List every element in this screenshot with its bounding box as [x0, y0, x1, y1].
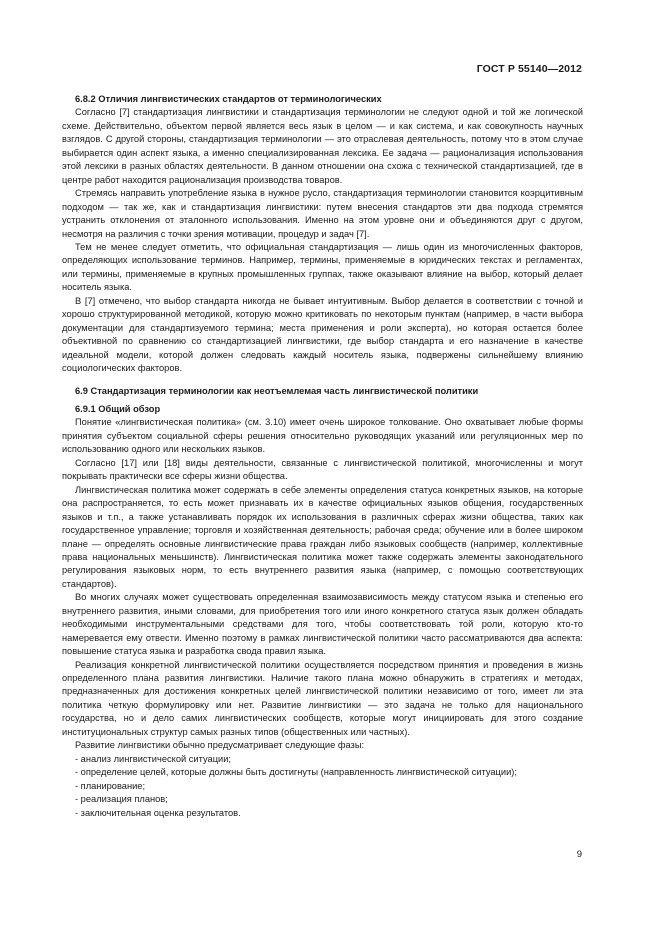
paragraph: Согласно [7] стандартизация лингвистики и стандартизация терминологии не следуют одной и той же логической схеме. Действительно, объектом первой является весь язык в целом — и как система, и как совокупность научных взглядов. С другой стороны, стандартизация терминологии — это отраслевая деятельность, потому что в этом случае выбирается один аспект языка, а именно специализированная лексика. Ее задача — рационализация использования этой лексики в разных областях деятельности. В данном отношении она схожа с технической стандартизацией, где в центре работ находится рационализация производства товаров.	[62, 107, 583, 185]
page-number: 9	[576, 849, 582, 860]
document-code: ГОСТ Р 55140—2012	[476, 63, 582, 75]
list-item: - планирование;	[75, 780, 146, 791]
paragraph: Понятие «лингвистическая политика» (см. 3.10) имеет очень широкое толкование. Оно охватывает любые формы принятия субъектом социальной сферы решения относительно руководящих указаний или регуляционных мер по использованию одного или нескольких языков.	[62, 417, 583, 455]
section-6-8-2-title: 6.8.2 Отличия лингвистических стандартов от терминологических	[75, 94, 382, 104]
paragraph: Во многих случаях может существовать определенная взаимозависимость между статусом языка и степенью его внутреннего развития, иными словами, для приобретения того или иного конкретного статуса язык должен обладать необходимыми инструментальными средствами для того, чтобы соответствовать той роли, которую кто-то намеревается ему отвести. Именно поэтому в рамках лингвистической политики часто рассматриваются два аспекта: повышение статуса языка и разработка свода правил языка.	[62, 592, 583, 657]
section-6-9-1-title: 6.9.1 Общий обзор	[75, 403, 161, 414]
paragraph: В [7] отмечено, что выбор стандарта никогда не бывает интуитивным. Выбор делается в соответствии с точной и хорошо структурированной методикой, которую можно критиковать по некоторым пунктам (например, в части выбора документации для стандартизуемого термина; места применения и роли эксперта), но которая остается более объективной по сравнению со стандартизацией лингвистики, где выбор стандарта и его назначение в качестве идеальной модели, которой должен следовать каждый носитель языка, подвержены сильнейшему влиянию социологических факторов.	[62, 295, 583, 374]
paragraph: Согласно [17] или [18] виды деятельности, связанные с лингвистической политикой, многочисленны и могут покрывать практически все сферы жизни общества.	[62, 457, 583, 482]
paragraph: Тем не менее следует отметить, что официальная стандартизация — лишь один из многочисленных факторов, определяющих использование терминов. Например, термины, применяемые в юридических текстах и регламентах, или термины, применяемые в крупных промышленных группах, также оказывают влияние на выбор, который делает носитель языка.	[62, 241, 583, 293]
list-item: - реализация планов;	[75, 794, 168, 805]
paragraph: Лингвистическая политика может содержать в себе элементы определения статуса конкретных языков, на которые она распространяется, то есть может признавать их в качестве официальных языков общения, государственных языков и т.п., а также устанавливать порядок их использования в различных сферах жизни общества, таких как государственное управление; торговля и хозяйственная деятельность; рабочая среда; обучение или в более широком плане — определять основные лингвистические права граждан либо языковых сообществ (например, коллективные права национальных меньшинств). Лингвистическая политика может также содержать элементы законодательного регулирования языковых норм, то есть внутреннего развития языка (например, с помощью соответствующих стандартов).	[62, 484, 583, 589]
paragraph: Развитие лингвистики обычно предусматривает следующие фазы:	[75, 740, 365, 751]
section-6-9-title: 6.9 Стандартизация терминологии как неотъемлемая часть лингвистической политики	[75, 385, 479, 396]
list-item: - заключительная оценка результатов.	[75, 807, 241, 818]
phases-list	[62, 753, 583, 820]
list-item: - определение целей, которые должны быть достигнуты (направленность лингвистической ситуации);	[75, 767, 517, 778]
list-item: - анализ лингвистической ситуации;	[75, 753, 231, 764]
document-body	[62, 93, 583, 820]
paragraph: Реализация конкретной лингвистической политики осуществляется посредством принятия и проведения в жизнь определенного плана развития лингвистики. Наличие такого плана можно обнаружить в стратегиях и методах, предназначенных для достижения конкретных целей лингвистической политики независимо от того, имеет ли эта политика четкую формулировку или нет. Развитие лингвистики — это задача не только для национального государства, но и дело самих лингвистических сообществ, которые могут инициировать для этого создание институциональных структур самых разных типов (общественных или частных).	[62, 659, 583, 737]
paragraph: Стремясь направить употребление языка в нужное русло, стандартизация терминологии становится коэрцитивным подходом — так же, как и стандартизация лингвистики: путем внесения стандартов эти два подхода стремятся устранить отклонения от эталонного использования. Именно на этом уровне они и объединяются друг с другом, несмотря на различия с точки зрения мотивации, процедур и задач [7].	[62, 188, 583, 239]
